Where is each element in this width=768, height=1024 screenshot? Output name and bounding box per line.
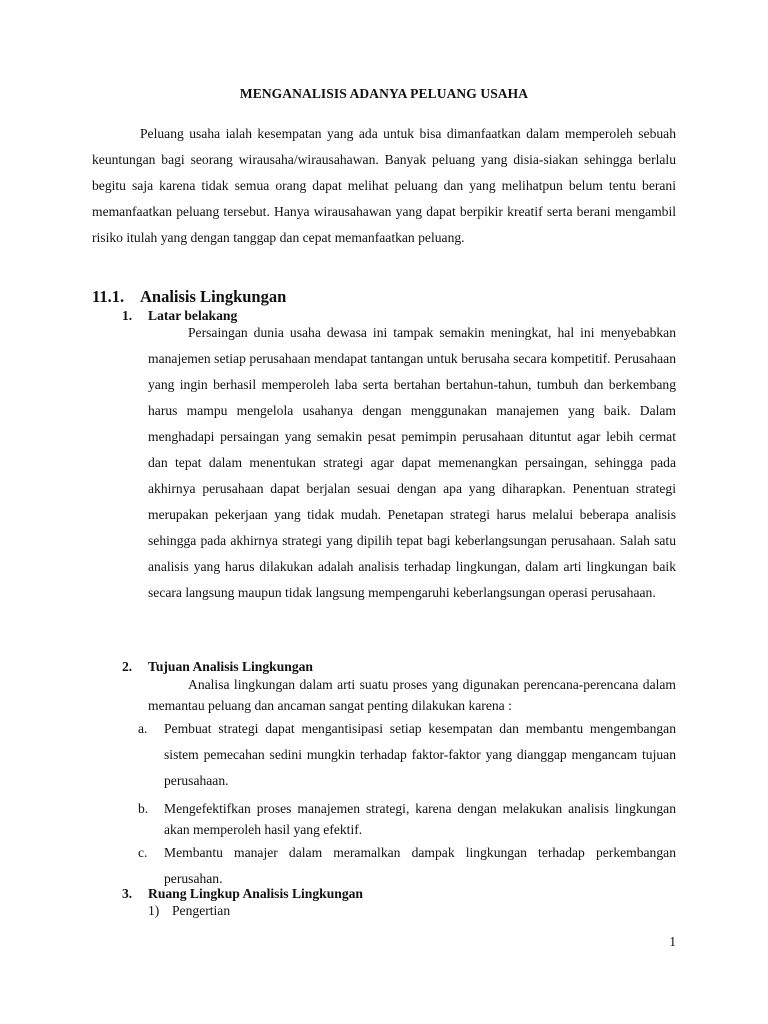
list-item <box>138 840 676 892</box>
list-item-text: Mengefektifkan proses manajemen strategi, karena dengan melakukan analisis lingkungan akan memperoleh hasil yang efektif. <box>164 801 676 837</box>
list-marker: 1) <box>148 903 160 918</box>
list-marker: c. <box>138 845 148 860</box>
section-heading <box>92 287 286 307</box>
page-number: 1 <box>669 934 676 949</box>
ruang-lingkup-item <box>148 903 230 919</box>
section-number: 11.1. <box>92 287 125 306</box>
subsection-number: 3. <box>122 886 133 901</box>
subsection-number: 2. <box>122 659 133 674</box>
list-item-text: Pengertian <box>172 903 231 918</box>
subsection-heading-tujuan <box>122 659 313 675</box>
latar-belakang-paragraph: Persaingan dunia usaha dewasa ini tampak semakin meningkat, hal ini menyebabkan manajemen setiap perusahaan mendapat tantangan untuk berusaha secara kompetitif. Perusahaan yang ingin berhasil memperoleh laba serta bertahan bertahun-tahun, tumbuh dan berkembang harus mampu mengelola usahanya dengan menggunakan manajemen yang baik. Dalam menghadapi persaingan yang semakin pesat pemimpin perusahaan dituntut agar lebih cermat dan tepat dalam menentukan strategi agar dapat memenangkan persaingan, sehingga pada akhirnya perusahaan dapat berjalan sesuai dengan apa yang diharapkan. Penentuan strategi merupakan pekerjaan yang tidak mudah. Penetapan strategi harus melalui beberapa analisis sehingga pada akhirnya strategi yang dipilih tepat bagi keberlangsungan perusahaan. Salah satu analisis yang harus dilakukan adalah analisis terhadap lingkungan, dalam arti lingkungan baik secara langsung maupun tidak langsung mempengaruhi keberlangsungan operasi perusahaan. <box>148 325 676 600</box>
list-item-text: Pembuat strategi dapat mengantisipasi setiap kesempatan dan membantu mengembangan sistem pemecahan sedini mungkin terhadap faktor-faktor yang dianggap mengancam tujuan perusahaan. <box>164 721 676 788</box>
list-marker: a. <box>138 721 148 736</box>
subsection-title: Ruang Lingkup Analisis Lingkungan <box>148 886 363 901</box>
section-title: Analisis Lingkungan <box>140 287 287 306</box>
list-marker: b. <box>138 801 149 816</box>
subsection-title: Latar belakang <box>148 308 238 323</box>
subsection-number: 1. <box>122 308 133 323</box>
tujuan-paragraph: Analisa lingkungan dalam arti suatu proses yang digunakan perencana-perencana dalam memantau peluang dan ancaman sangat penting dilakukan karena : <box>148 677 676 713</box>
document-title: MENGANALISIS ADANYA PELUANG USAHA <box>239 86 529 101</box>
list-item-text: Membantu manajer dalam meramalkan dampak lingkungan terhadap perkembangan perusahan. <box>164 845 676 886</box>
list-item <box>138 798 676 840</box>
subsection-title: Tujuan Analisis Lingkungan <box>148 659 313 674</box>
intro-paragraph: Peluang usaha ialah kesempatan yang ada untuk bisa dimanfaatkan dalam memperoleh sebuah keuntungan bagi seorang wirausaha/wirausahawan. Banyak peluang yang disia-siakan sehingga berlalu begitu saja karena tidak semua orang dapat melihat peluang dan yang melihatpun belum tentu berani memanfaatkan peluang tersebut. Hanya wirausahawan yang dapat berpikir kreatif serta berani mengambil risiko itulah yang dengan tanggap dan cepat memanfaatkan peluang. <box>92 126 676 245</box>
subsection-heading-ruang-lingkup <box>122 886 363 902</box>
list-item <box>138 716 676 794</box>
tujuan-list <box>138 716 676 892</box>
